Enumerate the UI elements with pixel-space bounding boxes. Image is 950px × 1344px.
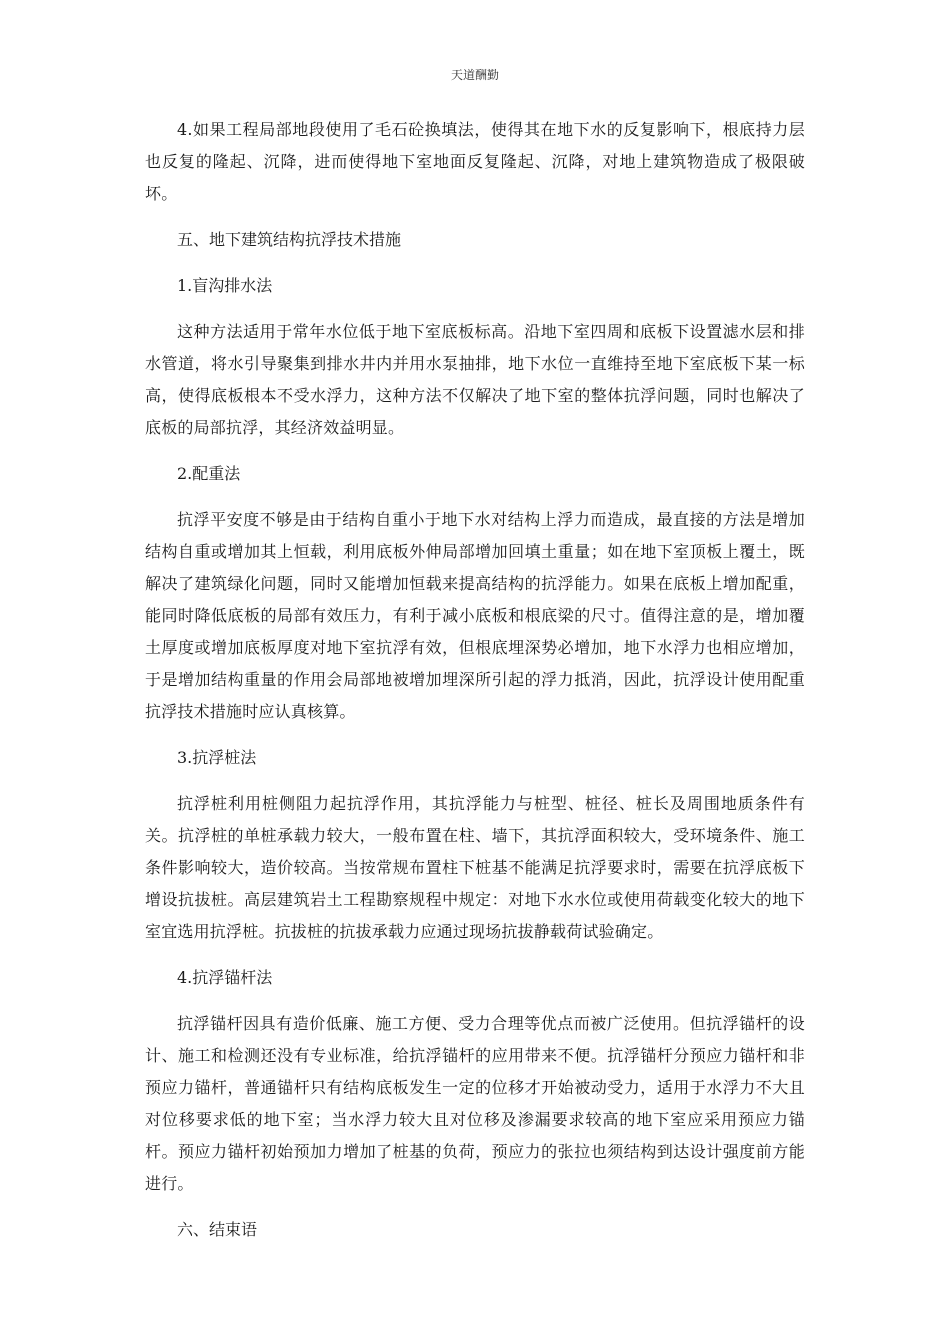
paragraph-anti-float-pile: 抗浮桩利用桩侧阻力起抗浮作用，其抗浮能力与桩型、桩径、桩长及周围地质条件有关。抗浮桩的单桩承载力较大，一般布置在柱、墙下，其抗浮面积较大，受环境条件、施工条件影响较大，造价较高。当按常规布置柱下桩基不能满足抗浮要求时，需要在抗浮底板下增设抗拔桩。高层建筑岩土工程勘察规程中规定：对地下水水位或使用荷载变化较大的地下室宜选用抗浮桩。抗拔桩的抗拔承载力应通过现场抗拔静载荷试验确定。	[145, 794, 805, 941]
paragraph-item4-rubble: 4.如果工程局部地段使用了毛石砼换填法，使得其在地下水的反复影响下，根底持力层也反复的隆起、沉降，进而使得地下室地面反复隆起、沉降，对地上建筑物造成了极限破坏。	[145, 120, 805, 203]
section-heading-6: 六、结束语	[177, 1220, 258, 1239]
subheading-1: 1.盲沟排水法	[177, 276, 273, 295]
page-header: 天道酬勤	[450, 68, 499, 82]
paragraph-counterweight: 抗浮平安度不够是由于结构自重小于地下水对结构上浮力而造成，最直接的方法是增加结构自重或增加其上恒载，利用底板外伸局部增加回填土重量；如在地下室顶板上覆土，既解决了建筑绿化问题，同时又能增加恒载来提高结构的抗浮能力。如果在底板上增加配重，能同时降低底板的局部有效压力，有利于减小底板和根底梁的尺寸。值得注意的是，增加覆土厚度或增加底板厚度对地下室抗浮有效，但根底埋深势必增加，地下水浮力也相应增加，于是增加结构重量的作用会局部地被增加埋深所引起的浮力抵消，因此，抗浮设计使用配重抗浮技术措施时应认真核算。	[145, 510, 805, 721]
subheading-4: 4.抗浮锚杆法	[177, 968, 273, 987]
subheading-3: 3.抗浮桩法	[177, 748, 257, 767]
section-heading-5: 五、地下建筑结构抗浮技术措施	[177, 230, 402, 249]
document-body	[145, 114, 805, 1260]
paragraph-anchor-rod: 抗浮锚杆因具有造价低廉、施工方便、受力合理等优点而被广泛使用。但抗浮锚杆的设计、施工和检测还没有专业标准，给抗浮锚杆的应用带来不便。抗浮锚杆分预应力锚杆和非预应力锚杆，普通锚杆只有结构底板发生一定的位移才开始被动受力，适用于水浮力不大且对位移要求低的地下室；当水浮力较大且对位移及渗漏要求较高的地下室应采用预应力锚杆。预应力锚杆初始预加力增加了桩基的负荷，预应力的张拉也须结构到达设计强度前方能进行。	[145, 1014, 805, 1193]
paragraph-blind-ditch: 这种方法适用于常年水位低于地下室底板标高。沿地下室四周和底板下设置滤水层和排水管道，将水引导聚集到排水井内并用水泵抽排，地下水位一直维持至地下室底板下某一标高，使得底板根本不受水浮力，这种方法不仅解决了地下室的整体抗浮问题，同时也解决了底板的局部抗浮，其经济效益明显。	[145, 322, 805, 437]
subheading-2: 2.配重法	[177, 464, 241, 483]
